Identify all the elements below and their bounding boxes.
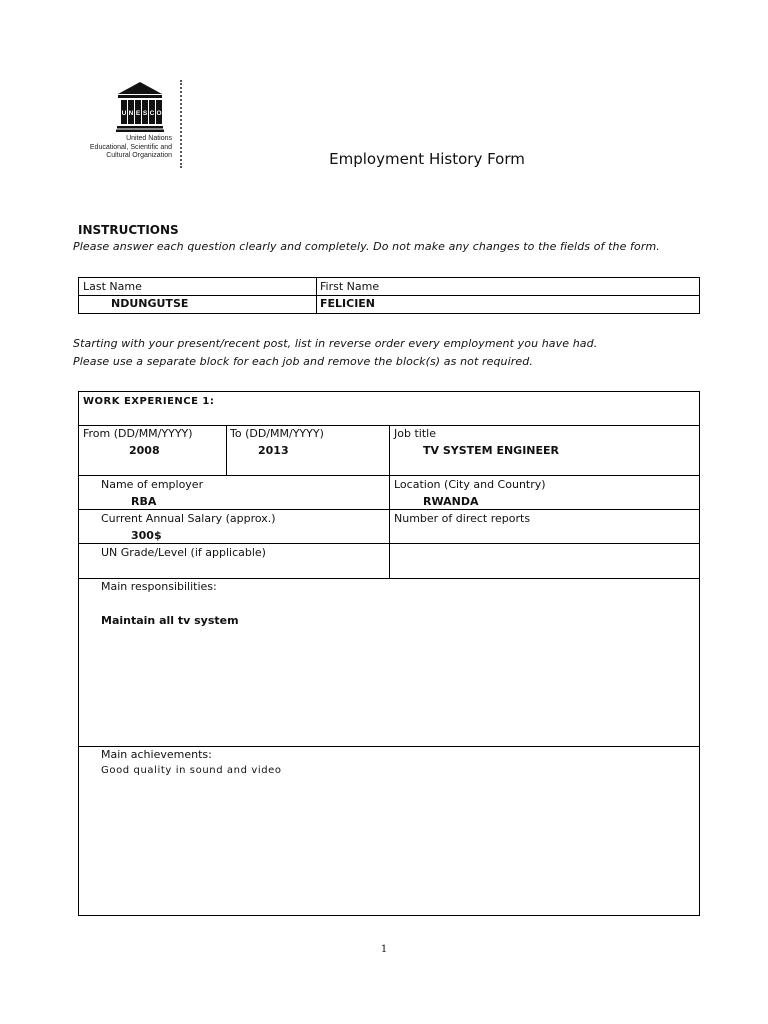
first-name-label: First Name bbox=[320, 280, 380, 293]
guidance-line-2: Please use a separate block for each job and remove the block(s) as not required. bbox=[73, 355, 533, 368]
direct-reports-label: Number of direct reports bbox=[394, 512, 531, 525]
guidance-line-1: Starting with your present/recent post, list in reverse order every employment you have had. bbox=[73, 337, 598, 350]
guidance-text bbox=[73, 335, 597, 371]
svg-text:C: C bbox=[149, 110, 155, 117]
svg-text:E: E bbox=[135, 110, 141, 117]
page-title: Employment History Form bbox=[329, 150, 525, 168]
salary-label: Current Annual Salary (approx.) bbox=[101, 512, 276, 525]
work-experience-heading: WORK EXPERIENCE 1: bbox=[83, 396, 215, 407]
instructions-heading: INSTRUCTIONS bbox=[78, 223, 179, 237]
name-table bbox=[78, 277, 700, 314]
responsibilities-label: Main responsibilities: bbox=[101, 580, 217, 593]
un-grade-label: UN Grade/Level (if applicable) bbox=[101, 546, 266, 559]
location-field[interactable]: RWANDA bbox=[423, 495, 479, 508]
job-title-label: Job title bbox=[394, 427, 436, 440]
responsibilities-field[interactable]: Maintain all tv system bbox=[101, 614, 239, 627]
achievements-field[interactable]: Good quality in sound and video bbox=[101, 765, 282, 776]
svg-text:U: U bbox=[121, 110, 127, 117]
unesco-temple-icon bbox=[116, 80, 164, 132]
from-date-label: From (DD/MM/YYYY) bbox=[83, 427, 193, 440]
svg-text:N: N bbox=[128, 110, 134, 117]
employer-label: Name of employer bbox=[101, 478, 204, 491]
svg-text:S: S bbox=[142, 110, 148, 117]
page-number: 1 bbox=[380, 944, 388, 955]
unesco-caption: United Nations Educational, Scientific and Cultural Organization bbox=[89, 135, 172, 159]
to-date-field[interactable]: 2013 bbox=[258, 444, 289, 457]
location-label: Location (City and Country) bbox=[394, 478, 546, 491]
first-name-field[interactable]: FELICIEN bbox=[320, 297, 376, 310]
from-date-field[interactable]: 2008 bbox=[129, 444, 160, 457]
svg-text:O: O bbox=[156, 110, 162, 117]
work-experience-block bbox=[78, 391, 700, 916]
to-date-label: To (DD/MM/YYYY) bbox=[230, 427, 324, 440]
salary-field[interactable]: 300$ bbox=[131, 529, 162, 542]
last-name-field[interactable]: NDUNGUTSE bbox=[111, 297, 189, 310]
instructions-text: Please answer each question clearly and completely. Do not make any changes to the fields of the form. bbox=[73, 240, 660, 253]
employer-field[interactable]: RBA bbox=[131, 495, 157, 508]
achievements-label: Main achievements: bbox=[101, 748, 212, 761]
last-name-label: Last Name bbox=[83, 280, 142, 293]
job-title-field[interactable]: TV SYSTEM ENGINEER bbox=[423, 444, 559, 457]
